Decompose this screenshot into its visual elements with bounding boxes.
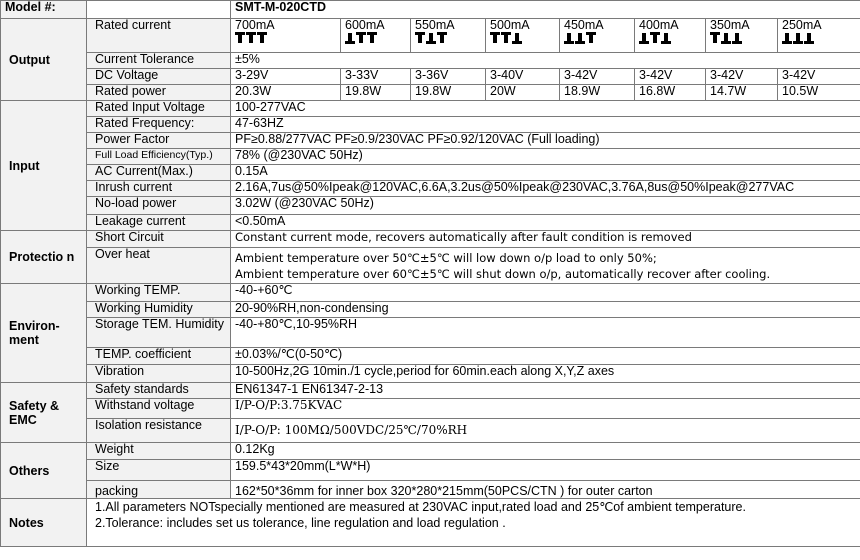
dip-position-dn <box>564 32 574 44</box>
note-2: 2.Tolerance: includes set us tolerance, line regulation and load regulation . <box>95 516 506 530</box>
spec-value: 2.16A,7us@50%Ipeak@120VAC,6.6A,3.2us@50%Ipeak@230VAC,3.76A,8us@50%Ipeak@277VAC <box>231 181 860 197</box>
dip-position-up <box>490 32 500 44</box>
dip-switch-icon <box>710 32 777 44</box>
current-option <box>706 19 778 53</box>
spec-label: TEMP. coefficient <box>87 348 231 365</box>
spec-value: I/P-O/P: 100MΩ/500VDC/25℃/70%RH <box>231 419 860 443</box>
spec-value: 10-500Hz,2G 10min./1 cycle,period for 60min.each along X,Y,Z axes <box>231 365 860 383</box>
dip-position-up <box>586 32 596 44</box>
dip-position-up <box>257 32 267 44</box>
spec-value: EN61347-1 EN61347-2-13 <box>231 383 860 399</box>
spec-label: Size <box>87 460 231 481</box>
section-notes: Notes <box>1 499 87 547</box>
dip-position-up <box>367 32 377 44</box>
spec-value: 0.12Kg <box>231 443 860 460</box>
dip-switch-icon <box>415 32 485 44</box>
rated-power-value: 14.7W <box>706 85 778 101</box>
spec-label: Rated Input Voltage <box>87 101 231 117</box>
dip-switch-icon <box>564 32 634 44</box>
current-value: 250mA <box>782 18 822 32</box>
rated-power-value: 10.5W <box>778 85 860 101</box>
dip-switch-icon <box>782 32 860 44</box>
section-input: Input <box>1 101 87 231</box>
rated-power-value: 19.8W <box>341 85 411 101</box>
section-environment: Environ- ment <box>1 284 87 383</box>
dip-position-up <box>437 32 447 44</box>
dip-position-dn <box>512 32 522 44</box>
spec-label: Weight <box>87 443 231 460</box>
spec-value: 20-90%RH,non-condensing <box>231 302 860 318</box>
rated-power-value: 20W <box>486 85 560 101</box>
dip-position-dn <box>793 32 803 44</box>
over-heat-line-1: Ambient temperature over 50℃±5℃ will low down o/p load to only 50%; <box>235 251 657 265</box>
dip-switch-icon <box>490 32 559 44</box>
current-option <box>341 19 411 53</box>
over-heat-line-2: Ambient temperature over 60℃±5℃ will shut down o/p, automatically recover after cooling. <box>235 267 771 281</box>
current-value: 700mA <box>235 18 275 32</box>
rated-power-value: 20.3W <box>231 85 341 101</box>
dip-position-dn <box>721 32 731 44</box>
notes-text <box>87 499 860 547</box>
spec-label: Leakage current <box>87 215 231 231</box>
short-circuit-value: Constant current mode, recovers automatically after fault condition is removed <box>231 231 860 248</box>
current-option <box>635 19 706 53</box>
spec-value: 47-63HZ <box>231 117 860 133</box>
dc-voltage-value: 3-36V <box>411 69 486 85</box>
rated-power-label: Rated power <box>87 85 231 101</box>
dc-voltage-value: 3-42V <box>635 69 706 85</box>
dc-voltage-value: 3-29V <box>231 69 341 85</box>
current-value: 450mA <box>564 18 604 32</box>
dip-position-up <box>650 32 660 44</box>
spec-value: PF≥0.88/277VAC PF≥0.9/230VAC PF≥0.92/120VAC (Full loading) <box>231 133 860 149</box>
current-option <box>486 19 560 53</box>
dip-position-up <box>501 32 511 44</box>
spec-label: Withstand voltage <box>87 399 231 419</box>
section-output: Output <box>1 19 87 101</box>
spec-label: Full Load Efficiency(Typ.) <box>87 149 231 165</box>
spec-label: Storage TEM. Humidity <box>87 318 231 348</box>
rated-power-value: 19.8W <box>411 85 486 101</box>
dc-voltage-value: 3-33V <box>341 69 411 85</box>
spec-label: Rated Frequency: <box>87 117 231 133</box>
section-protection: Protectio n <box>1 231 87 284</box>
current-option <box>231 19 341 53</box>
dip-switch-icon <box>235 32 340 44</box>
spec-value: 100-277VAC <box>231 101 860 117</box>
spec-value: I/P-O/P:3.75KVAC <box>231 399 860 419</box>
spec-value: 159.5*43*20mm(L*W*H) <box>231 460 860 481</box>
dip-switch-icon <box>639 32 705 44</box>
dc-voltage-value: 3-42V <box>706 69 778 85</box>
dip-position-dn <box>782 32 792 44</box>
spec-value: 78% (@230VAC 50Hz) <box>231 149 860 165</box>
current-value: 350mA <box>710 18 750 32</box>
dip-position-dn <box>639 32 649 44</box>
rated-power-value: 18.9W <box>560 85 635 101</box>
current-option <box>778 19 860 53</box>
dip-position-dn <box>804 32 814 44</box>
rated-current-label: Rated current <box>87 19 231 53</box>
dip-position-dn <box>661 32 671 44</box>
spec-label: Vibration <box>87 365 231 383</box>
current-value: 400mA <box>639 18 679 32</box>
dip-position-dn <box>732 32 742 44</box>
current-value: 500mA <box>490 18 530 32</box>
dip-position-dn <box>575 32 585 44</box>
rated-power-value: 16.8W <box>635 85 706 101</box>
model-label: Model #: <box>1 1 87 19</box>
model-number: SMT-M-020CTD <box>231 1 860 19</box>
spec-value: 3.02W (@230VAC 50Hz) <box>231 197 860 215</box>
current-option <box>560 19 635 53</box>
spec-label: Isolation resistance <box>87 419 231 443</box>
spec-label: Safety standards <box>87 383 231 399</box>
note-1: 1.All parameters NOTspecially mentioned are measured at 230VAC input,rated load and 25℃of ambient temperature. <box>95 500 746 514</box>
spec-label: No-load power <box>87 197 231 215</box>
current-value: 600mA <box>345 18 385 32</box>
dip-switch-icon <box>345 32 410 44</box>
spec-label: Working Humidity <box>87 302 231 318</box>
spec-label: packing <box>87 481 231 499</box>
dip-position-up <box>415 32 425 44</box>
dip-position-up <box>356 32 366 44</box>
dc-voltage-value: 3-40V <box>486 69 560 85</box>
dip-position-dn <box>345 32 355 44</box>
spec-label: Inrush current <box>87 181 231 197</box>
dip-position-up <box>246 32 256 44</box>
spec-value: -40-+80℃,10-95%RH <box>231 318 860 348</box>
spec-value: ±0.03%/℃(0-50℃) <box>231 348 860 365</box>
spec-value: 162*50*36mm for inner box 320*280*215mm(50PCS/CTN ) for outer carton <box>231 481 860 499</box>
dip-position-dn <box>426 32 436 44</box>
over-heat-value <box>231 248 860 284</box>
section-safety-emc: Safety & EMC <box>1 383 87 443</box>
dip-position-up <box>710 32 720 44</box>
spec-value: -40-+60℃ <box>231 284 860 302</box>
dc-voltage-value: 3-42V <box>560 69 635 85</box>
current-tolerance-value: ±5% <box>231 53 860 69</box>
current-value: 550mA <box>415 18 455 32</box>
current-option <box>411 19 486 53</box>
spec-value: 0.15A <box>231 165 860 181</box>
dc-voltage-value: 3-42V <box>778 69 860 85</box>
spec-label: Working TEMP. <box>87 284 231 302</box>
short-circuit-label: Short Circuit <box>87 231 231 248</box>
section-others: Others <box>1 443 87 499</box>
spec-value: <0.50mA <box>231 215 860 231</box>
over-heat-label: Over heat <box>87 248 231 284</box>
dip-position-up <box>235 32 245 44</box>
dc-voltage-label: DC Voltage <box>87 69 231 85</box>
spec-label: AC Current(Max.) <box>87 165 231 181</box>
spec-label: Power Factor <box>87 133 231 149</box>
current-tolerance-label: Current Tolerance <box>87 53 231 69</box>
